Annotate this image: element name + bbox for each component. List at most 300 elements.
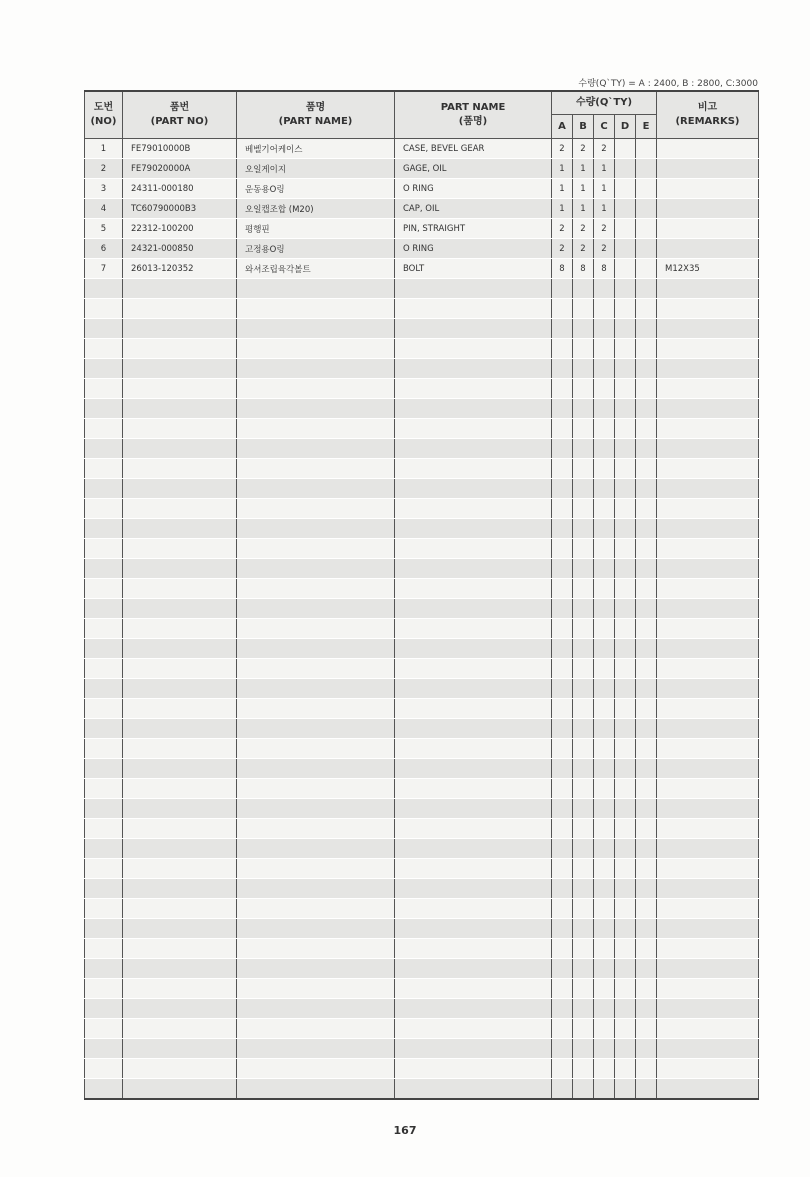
- cell-qty-d: [615, 339, 636, 359]
- cell-qty-c: [594, 579, 615, 599]
- cell-name-ko: [237, 1079, 395, 1100]
- cell-remarks: [657, 719, 759, 739]
- cell-name-ko: [237, 919, 395, 939]
- cell-qty-a: [552, 1059, 573, 1079]
- cell-qty-e: [636, 1059, 657, 1079]
- cell-qty-b: [573, 819, 594, 839]
- header-part-no-ko: 품번: [169, 102, 190, 113]
- cell-name-ko: [237, 679, 395, 699]
- cell-name-en: [395, 739, 552, 759]
- cell-remarks: [657, 699, 759, 719]
- cell-name-en: [395, 379, 552, 399]
- cell-qty-b: [573, 419, 594, 439]
- cell-no: [85, 1019, 123, 1039]
- cell-remarks: [657, 439, 759, 459]
- cell-name-ko: 베벨기어케이스: [237, 139, 395, 159]
- cell-no: [85, 519, 123, 539]
- empty-row: [85, 379, 759, 399]
- cell-qty-a: [552, 739, 573, 759]
- table-row: [85, 139, 759, 159]
- cell-qty-e: [636, 779, 657, 799]
- cell-qty-c: 1: [594, 179, 615, 199]
- cell-qty-c: [594, 379, 615, 399]
- cell-qty-a: [552, 799, 573, 819]
- cell-qty-a: [552, 359, 573, 379]
- cell-qty-e: [636, 879, 657, 899]
- cell-qty-c: [594, 899, 615, 919]
- cell-part-no: [123, 819, 237, 839]
- cell-qty-b: [573, 919, 594, 939]
- cell-name-ko: [237, 819, 395, 839]
- cell-qty-c: [594, 339, 615, 359]
- cell-qty-c: [594, 959, 615, 979]
- empty-row: [85, 839, 759, 859]
- cell-part-no: [123, 299, 237, 319]
- cell-no: [85, 559, 123, 579]
- cell-no: [85, 499, 123, 519]
- cell-qty-a: [552, 859, 573, 879]
- cell-qty-e: [636, 499, 657, 519]
- cell-name-en: O RING: [395, 239, 552, 259]
- cell-name-ko: [237, 719, 395, 739]
- cell-name-en: [395, 399, 552, 419]
- cell-part-no: [123, 479, 237, 499]
- cell-qty-a: [552, 939, 573, 959]
- header-no-ko: 도번: [93, 102, 114, 113]
- header-remarks-ko: 비고: [697, 102, 718, 113]
- cell-remarks: [657, 239, 759, 259]
- empty-row: [85, 879, 759, 899]
- cell-qty-c: 2: [594, 219, 615, 239]
- cell-qty-b: [573, 839, 594, 859]
- cell-remarks: [657, 679, 759, 699]
- cell-part-no: 24311-000180: [123, 179, 237, 199]
- cell-no: 2: [85, 159, 123, 179]
- cell-name-en: [395, 999, 552, 1019]
- cell-part-no: [123, 559, 237, 579]
- cell-remarks: [657, 939, 759, 959]
- cell-qty-c: [594, 419, 615, 439]
- cell-name-en: O RING: [395, 179, 552, 199]
- cell-name-en: [395, 659, 552, 679]
- cell-remarks: [657, 1019, 759, 1039]
- cell-name-ko: [237, 359, 395, 379]
- cell-qty-e: [636, 999, 657, 1019]
- cell-name-ko: [237, 839, 395, 859]
- cell-qty-e: [636, 659, 657, 679]
- cell-qty-b: 2: [573, 239, 594, 259]
- cell-qty-a: [552, 1019, 573, 1039]
- cell-no: [85, 299, 123, 319]
- header-remarks: [657, 91, 759, 139]
- cell-no: [85, 579, 123, 599]
- cell-part-no: FE79020000A: [123, 159, 237, 179]
- cell-qty-d: [615, 299, 636, 319]
- cell-no: [85, 399, 123, 419]
- header-part-name-ko-sub: (PART NAME): [278, 116, 353, 127]
- header-qty-b: B: [573, 115, 594, 139]
- empty-row: [85, 1039, 759, 1059]
- cell-qty-d: [615, 919, 636, 939]
- cell-name-ko: [237, 539, 395, 559]
- cell-part-no: [123, 459, 237, 479]
- cell-remarks: [657, 899, 759, 919]
- cell-name-ko: [237, 619, 395, 639]
- cell-qty-b: [573, 719, 594, 739]
- cell-name-ko: [237, 979, 395, 999]
- table-row: [85, 219, 759, 239]
- cell-qty-a: [552, 719, 573, 739]
- cell-name-en: [395, 1039, 552, 1059]
- cell-name-en: [395, 959, 552, 979]
- cell-part-no: [123, 1019, 237, 1039]
- cell-no: [85, 599, 123, 619]
- cell-name-ko: 와셔조립육각볼트: [237, 259, 395, 279]
- cell-qty-c: [594, 879, 615, 899]
- cell-name-ko: [237, 559, 395, 579]
- cell-remarks: [657, 1039, 759, 1059]
- cell-no: [85, 639, 123, 659]
- cell-no: 3: [85, 179, 123, 199]
- cell-name-ko: [237, 899, 395, 919]
- cell-qty-e: [636, 359, 657, 379]
- cell-name-en: PIN, STRAIGHT: [395, 219, 552, 239]
- cell-qty-c: [594, 1019, 615, 1039]
- empty-row: [85, 999, 759, 1019]
- header-part-name-en-label: PART NAME: [440, 102, 506, 113]
- empty-row: [85, 599, 759, 619]
- cell-qty-d: [615, 459, 636, 479]
- cell-name-ko: [237, 599, 395, 619]
- cell-qty-e: [636, 599, 657, 619]
- cell-no: [85, 959, 123, 979]
- cell-remarks: [657, 199, 759, 219]
- cell-qty-a: [552, 779, 573, 799]
- cell-qty-a: [552, 499, 573, 519]
- cell-remarks: [657, 519, 759, 539]
- cell-qty-e: [636, 859, 657, 879]
- empty-row: [85, 299, 759, 319]
- cell-qty-d: [615, 759, 636, 779]
- cell-qty-c: 1: [594, 199, 615, 219]
- cell-qty-e: [636, 439, 657, 459]
- cell-no: [85, 699, 123, 719]
- cell-qty-d: [615, 419, 636, 439]
- cell-part-no: [123, 719, 237, 739]
- cell-qty-e: [636, 1039, 657, 1059]
- cell-qty-d: [615, 159, 636, 179]
- cell-name-ko: [237, 659, 395, 679]
- cell-qty-b: [573, 299, 594, 319]
- cell-qty-b: [573, 1019, 594, 1039]
- cell-remarks: [657, 879, 759, 899]
- empty-row: [85, 939, 759, 959]
- cell-qty-d: [615, 739, 636, 759]
- cell-qty-c: [594, 319, 615, 339]
- cell-qty-d: [615, 359, 636, 379]
- cell-qty-b: [573, 859, 594, 879]
- cell-remarks: [657, 959, 759, 979]
- cell-part-no: [123, 519, 237, 539]
- cell-name-en: [395, 579, 552, 599]
- empty-row: [85, 659, 759, 679]
- cell-name-en: [395, 359, 552, 379]
- cell-qty-e: [636, 579, 657, 599]
- cell-name-en: [395, 539, 552, 559]
- header-part-name-ko: [237, 91, 395, 139]
- empty-row: [85, 719, 759, 739]
- empty-row: [85, 1059, 759, 1079]
- cell-no: 4: [85, 199, 123, 219]
- cell-qty-b: [573, 599, 594, 619]
- cell-part-no: [123, 699, 237, 719]
- cell-qty-a: [552, 379, 573, 399]
- cell-qty-a: [552, 879, 573, 899]
- cell-name-ko: [237, 499, 395, 519]
- cell-name-ko: [237, 319, 395, 339]
- cell-qty-d: [615, 319, 636, 339]
- cell-part-no: [123, 399, 237, 419]
- cell-qty-d: [615, 399, 636, 419]
- cell-qty-a: 1: [552, 199, 573, 219]
- cell-qty-b: [573, 639, 594, 659]
- cell-qty-b: [573, 499, 594, 519]
- cell-qty-b: [573, 479, 594, 499]
- cell-qty-b: [573, 779, 594, 799]
- empty-row: [85, 919, 759, 939]
- header-remarks-en: (REMARKS): [675, 116, 740, 127]
- cell-part-no: [123, 379, 237, 399]
- cell-name-ko: [237, 419, 395, 439]
- cell-name-en: [395, 599, 552, 619]
- cell-qty-a: [552, 599, 573, 619]
- cell-qty-d: [615, 719, 636, 739]
- cell-qty-d: [615, 379, 636, 399]
- cell-name-ko: [237, 579, 395, 599]
- cell-qty-e: [636, 959, 657, 979]
- cell-name-en: [395, 799, 552, 819]
- cell-qty-a: [552, 679, 573, 699]
- header-qty-a: A: [552, 115, 573, 139]
- cell-qty-b: 1: [573, 159, 594, 179]
- cell-name-ko: [237, 999, 395, 1019]
- cell-name-en: [395, 519, 552, 539]
- cell-qty-d: [615, 859, 636, 879]
- empty-row: [85, 959, 759, 979]
- empty-row: [85, 979, 759, 999]
- cell-no: [85, 859, 123, 879]
- cell-name-en: [395, 979, 552, 999]
- cell-qty-b: [573, 1079, 594, 1100]
- cell-name-en: [395, 839, 552, 859]
- cell-remarks: [657, 1059, 759, 1079]
- cell-qty-d: [615, 499, 636, 519]
- cell-qty-a: [552, 659, 573, 679]
- cell-qty-e: [636, 299, 657, 319]
- cell-part-no: TC60790000B3: [123, 199, 237, 219]
- cell-name-ko: [237, 779, 395, 799]
- empty-row: [85, 419, 759, 439]
- cell-qty-b: [573, 359, 594, 379]
- cell-name-en: [395, 319, 552, 339]
- cell-qty-a: [552, 339, 573, 359]
- cell-qty-e: [636, 919, 657, 939]
- cell-part-no: [123, 419, 237, 439]
- empty-row: [85, 739, 759, 759]
- cell-no: [85, 1059, 123, 1079]
- empty-row: [85, 759, 759, 779]
- cell-no: [85, 539, 123, 559]
- cell-qty-c: [594, 519, 615, 539]
- cell-name-en: [395, 559, 552, 579]
- cell-part-no: [123, 339, 237, 359]
- cell-remarks: [657, 659, 759, 679]
- cell-qty-a: [552, 839, 573, 859]
- cell-qty-d: [615, 959, 636, 979]
- cell-name-ko: [237, 959, 395, 979]
- header-no: [85, 91, 123, 139]
- cell-qty-b: [573, 699, 594, 719]
- cell-name-en: [395, 819, 552, 839]
- parts-table: [84, 90, 759, 1100]
- cell-qty-c: [594, 479, 615, 499]
- cell-qty-b: [573, 459, 594, 479]
- cell-no: [85, 679, 123, 699]
- cell-name-ko: [237, 759, 395, 779]
- cell-qty-d: [615, 599, 636, 619]
- cell-qty-c: [594, 859, 615, 879]
- cell-qty-b: [573, 619, 594, 639]
- cell-no: [85, 879, 123, 899]
- cell-qty-e: [636, 519, 657, 539]
- cell-qty-a: [552, 459, 573, 479]
- cell-qty-d: [615, 179, 636, 199]
- cell-qty-b: [573, 1039, 594, 1059]
- cell-qty-e: [636, 339, 657, 359]
- cell-qty-a: [552, 559, 573, 579]
- cell-qty-b: [573, 739, 594, 759]
- cell-no: [85, 419, 123, 439]
- cell-no: [85, 979, 123, 999]
- cell-qty-e: [636, 759, 657, 779]
- cell-qty-e: [636, 219, 657, 239]
- cell-part-no: [123, 1079, 237, 1100]
- cell-remarks: [657, 639, 759, 659]
- cell-qty-a: [552, 919, 573, 939]
- cell-part-no: [123, 439, 237, 459]
- header-qty-c: C: [594, 115, 615, 139]
- cell-qty-b: [573, 759, 594, 779]
- cell-part-no: 24321-000850: [123, 239, 237, 259]
- cell-name-en: [395, 499, 552, 519]
- cell-remarks: [657, 219, 759, 239]
- cell-qty-d: [615, 1079, 636, 1100]
- cell-qty-c: [594, 799, 615, 819]
- cell-qty-d: [615, 539, 636, 559]
- cell-qty-e: [636, 839, 657, 859]
- cell-qty-d: [615, 679, 636, 699]
- cell-name-en: [395, 1019, 552, 1039]
- cell-qty-e: [636, 899, 657, 919]
- cell-qty-a: 8: [552, 259, 573, 279]
- empty-row: [85, 539, 759, 559]
- quantity-note: 수량(Q`TY) = A : 2400, B : 2800, C:3000: [578, 79, 758, 89]
- cell-name-ko: 평행핀: [237, 219, 395, 239]
- cell-qty-e: [636, 819, 657, 839]
- cell-qty-e: [636, 319, 657, 339]
- cell-remarks: [657, 139, 759, 159]
- cell-qty-b: [573, 659, 594, 679]
- cell-qty-b: [573, 579, 594, 599]
- cell-remarks: [657, 859, 759, 879]
- cell-remarks: [657, 919, 759, 939]
- cell-qty-d: [615, 819, 636, 839]
- cell-remarks: [657, 359, 759, 379]
- cell-qty-a: [552, 619, 573, 639]
- cell-remarks: M12X35: [657, 259, 759, 279]
- cell-name-ko: [237, 699, 395, 719]
- cell-name-en: [395, 1059, 552, 1079]
- cell-qty-a: [552, 399, 573, 419]
- cell-qty-c: [594, 439, 615, 459]
- cell-remarks: [657, 799, 759, 819]
- cell-part-no: 26013-120352: [123, 259, 237, 279]
- cell-qty-c: [594, 299, 615, 319]
- cell-part-no: [123, 499, 237, 519]
- cell-part-no: [123, 859, 237, 879]
- cell-qty-a: 2: [552, 239, 573, 259]
- cell-name-en: [395, 439, 552, 459]
- cell-name-en: [395, 639, 552, 659]
- cell-name-en: [395, 759, 552, 779]
- cell-name-en: [395, 459, 552, 479]
- cell-part-no: [123, 919, 237, 939]
- cell-qty-d: [615, 939, 636, 959]
- cell-qty-b: [573, 279, 594, 299]
- cell-part-no: [123, 739, 237, 759]
- cell-qty-a: [552, 639, 573, 659]
- cell-no: 5: [85, 219, 123, 239]
- cell-part-no: 22312-100200: [123, 219, 237, 239]
- cell-no: [85, 659, 123, 679]
- cell-name-ko: [237, 879, 395, 899]
- cell-qty-e: [636, 199, 657, 219]
- cell-qty-a: [552, 819, 573, 839]
- cell-qty-d: [615, 879, 636, 899]
- cell-name-en: [395, 299, 552, 319]
- cell-remarks: [657, 499, 759, 519]
- cell-qty-d: [615, 559, 636, 579]
- cell-no: [85, 479, 123, 499]
- cell-name-en: CAP, OIL: [395, 199, 552, 219]
- cell-qty-c: [594, 499, 615, 519]
- cell-part-no: [123, 959, 237, 979]
- cell-qty-a: [552, 319, 573, 339]
- cell-part-no: [123, 579, 237, 599]
- cell-remarks: [657, 819, 759, 839]
- cell-qty-a: [552, 1039, 573, 1059]
- cell-qty-e: [636, 719, 657, 739]
- cell-part-no: FE79010000B: [123, 139, 237, 159]
- cell-qty-e: [636, 239, 657, 259]
- cell-qty-d: [615, 1039, 636, 1059]
- cell-part-no: [123, 659, 237, 679]
- cell-qty-d: [615, 239, 636, 259]
- cell-part-no: [123, 679, 237, 699]
- cell-name-ko: [237, 459, 395, 479]
- cell-qty-c: [594, 999, 615, 1019]
- cell-qty-e: [636, 979, 657, 999]
